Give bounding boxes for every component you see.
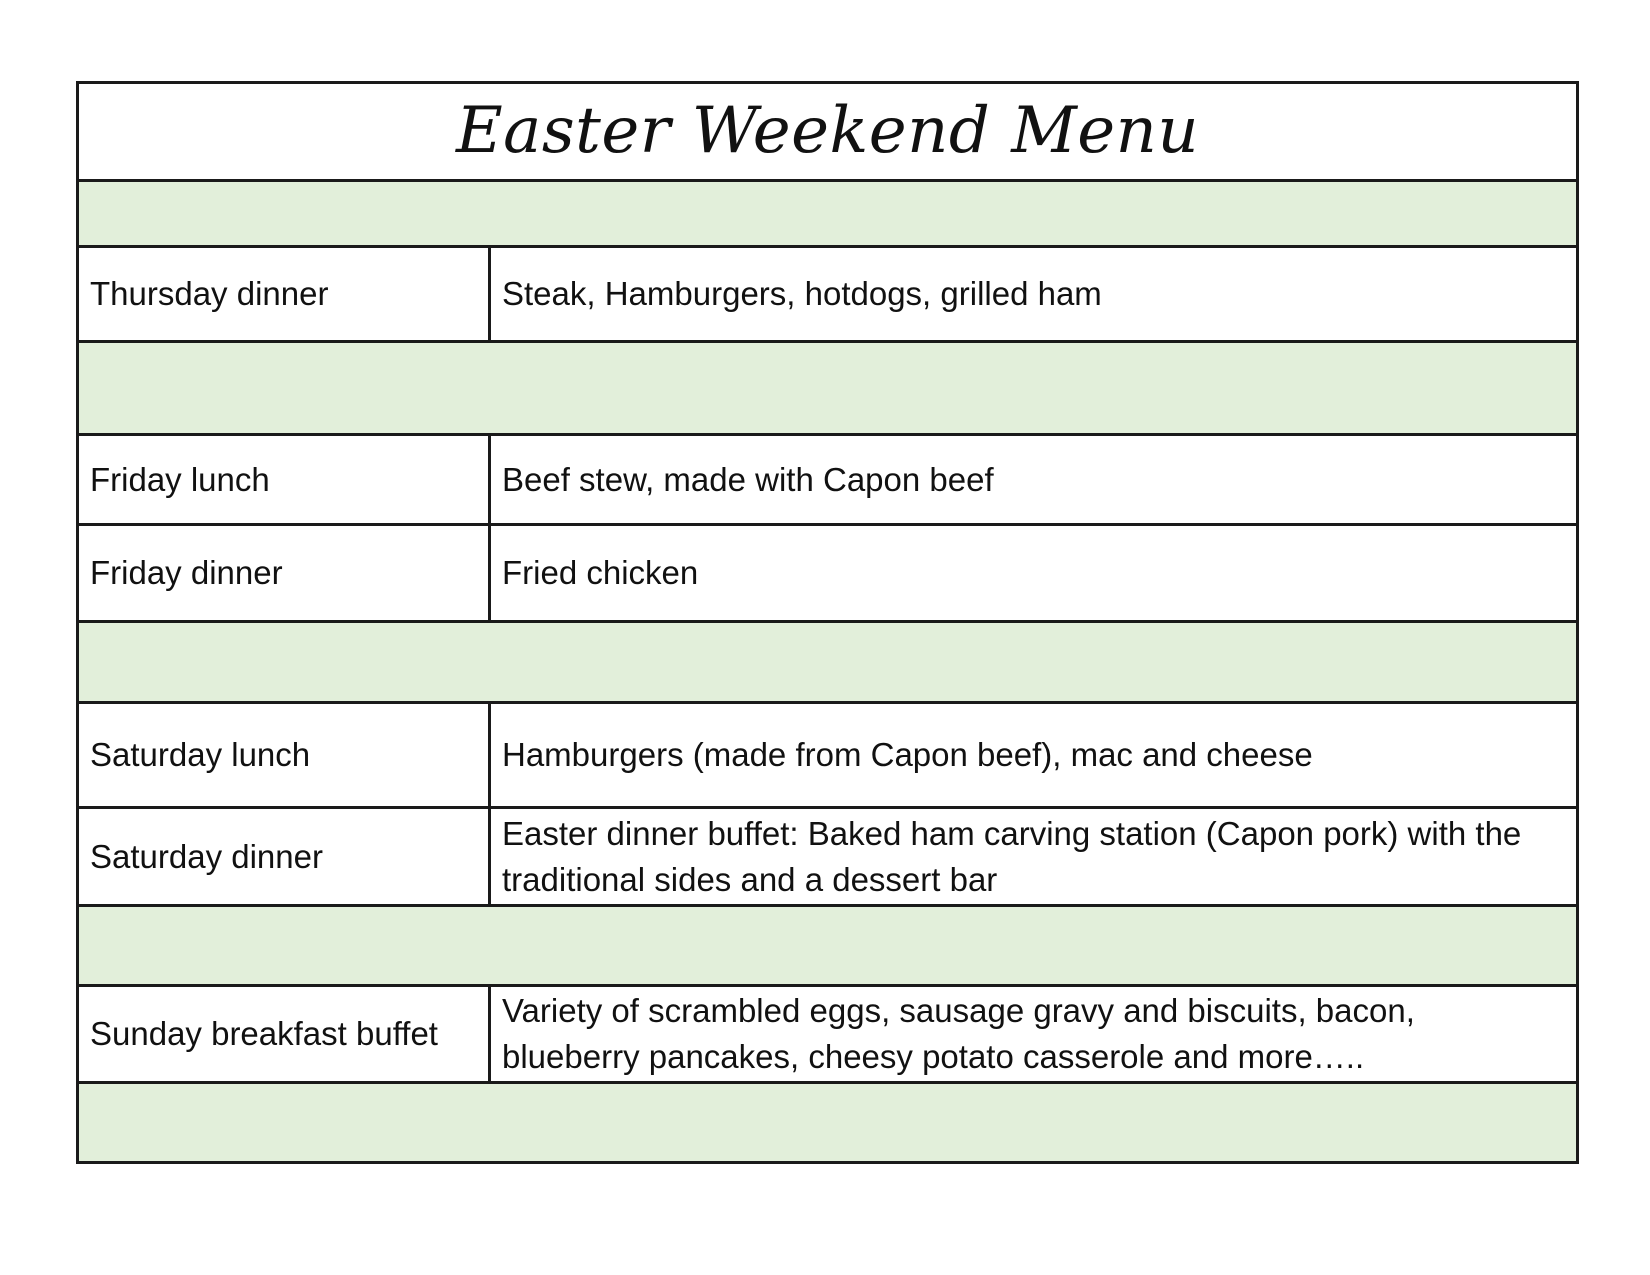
title-cell bbox=[78, 83, 1578, 181]
meal-label: Friday dinner bbox=[78, 525, 490, 622]
spacer-row bbox=[78, 906, 1578, 986]
meal-label: Friday lunch bbox=[78, 435, 490, 525]
table-row bbox=[78, 703, 1578, 808]
meal-label: Sunday breakfast buffet bbox=[78, 986, 490, 1083]
page-title: Easter Weekend Menu bbox=[455, 94, 1200, 168]
meal-menu: Fried chicken bbox=[490, 525, 1578, 622]
spacer-row bbox=[78, 1083, 1578, 1163]
spacer-row bbox=[78, 342, 1578, 435]
meal-menu: Steak, Hamburgers, hotdogs, grilled ham bbox=[490, 247, 1578, 342]
meal-menu: Hamburgers (made from Capon beef), mac and cheese bbox=[490, 703, 1578, 808]
table-row bbox=[78, 525, 1578, 622]
table-row bbox=[78, 247, 1578, 342]
table-row bbox=[78, 986, 1578, 1083]
meal-label: Saturday lunch bbox=[78, 703, 490, 808]
meal-menu: Beef stew, made with Capon beef bbox=[490, 435, 1578, 525]
table-row bbox=[78, 435, 1578, 525]
meal-menu: Easter dinner buffet: Baked ham carving station (Capon pork) with the traditional sides and a dessert bar bbox=[490, 808, 1578, 906]
meal-label: Saturday dinner bbox=[78, 808, 490, 906]
spacer-row bbox=[78, 181, 1578, 247]
meal-menu: Variety of scrambled eggs, sausage gravy and biscuits, bacon, blueberry pancakes, cheesy potato casserole and more….. bbox=[490, 986, 1578, 1083]
menu-table bbox=[76, 81, 1579, 1164]
meal-label: Thursday dinner bbox=[78, 247, 490, 342]
table-row bbox=[78, 808, 1578, 906]
spacer-row bbox=[78, 622, 1578, 703]
title-row bbox=[78, 83, 1578, 181]
